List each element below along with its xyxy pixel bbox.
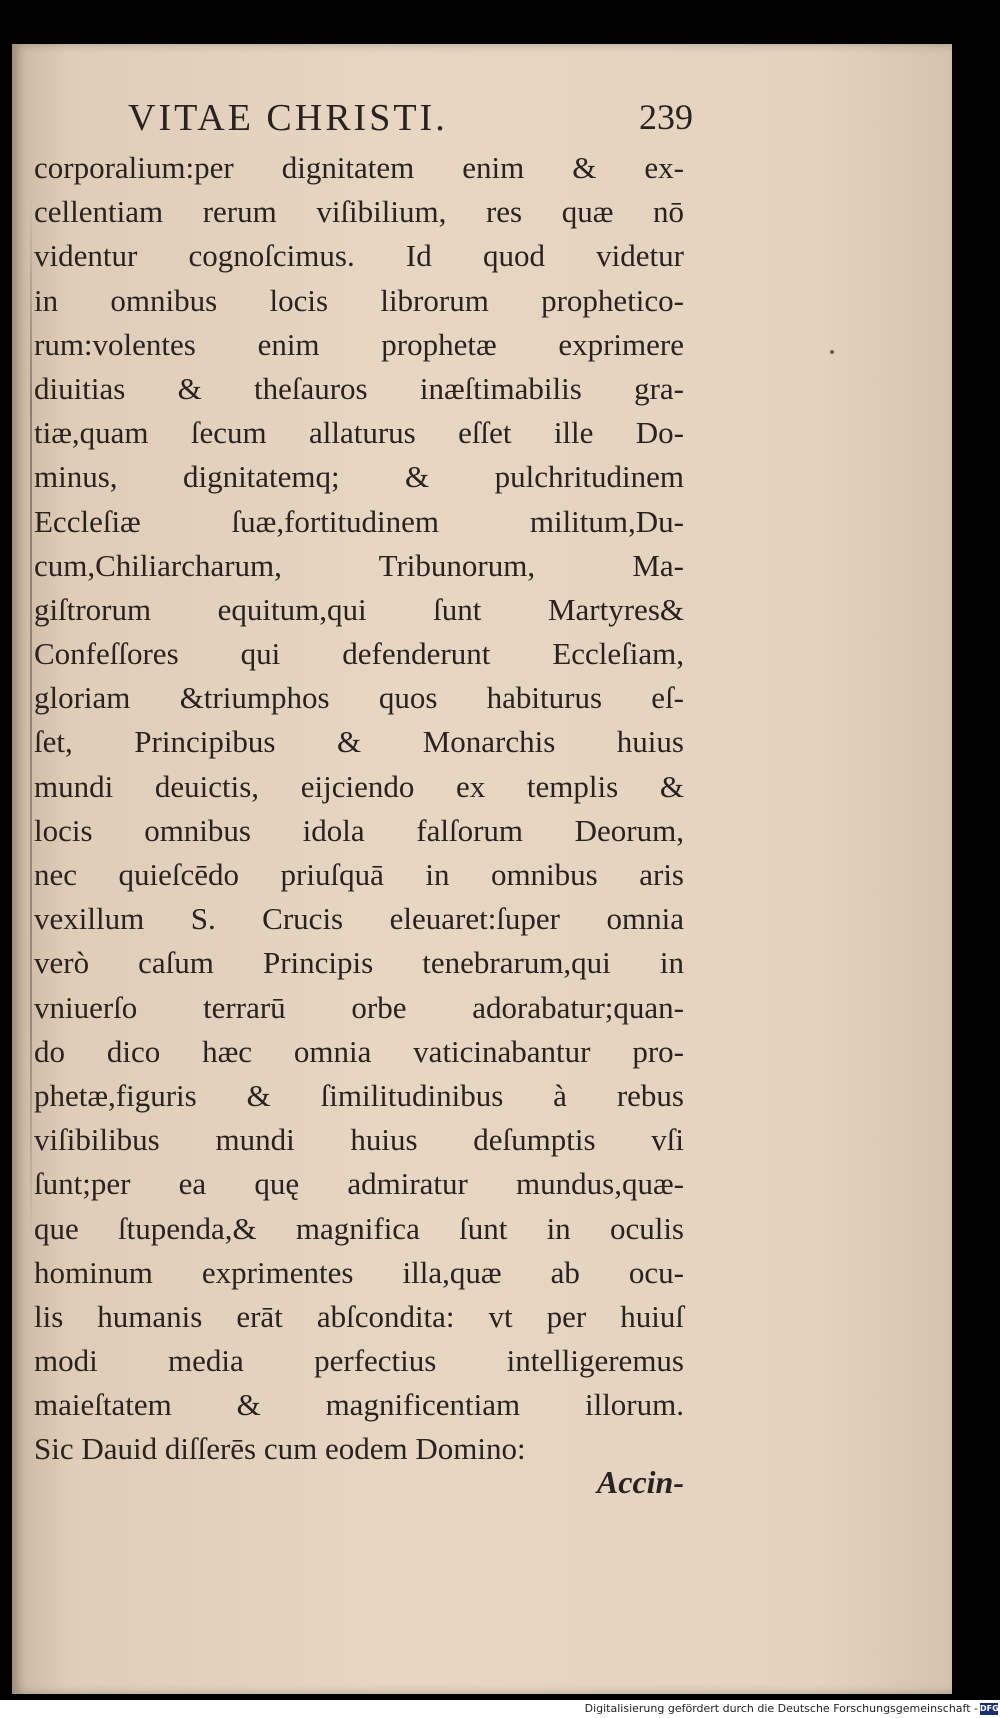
text-line: lis humanis erāt abſcondita: vt per huiuſ — [34, 1298, 684, 1334]
paper-fleck — [830, 350, 834, 354]
text-line: Sic Dauid diſſerēs cum eodem Domino: — [34, 1431, 526, 1467]
body-text — [34, 146, 684, 1472]
text-line: do dico hæc omnia vaticinabantur pro- — [34, 1033, 684, 1069]
page-number: 239 — [639, 97, 693, 137]
text-line: viſibilibus mundi huius deſumptis vſi — [34, 1122, 684, 1158]
text-line: giſtrorum equitum,qui ſunt Martyres& — [34, 591, 684, 627]
text-line: rum:volentes enim prophetæ exprimere — [34, 326, 684, 362]
text-line: vexillum S. Crucis eleuaret:ſuper omnia — [34, 901, 684, 937]
text-line: vniuerſo terrarū orbe adorabatur;quan- — [34, 989, 684, 1025]
funding-credit: Digitalisierung gefördert durch die Deutsche Forschungsgemeinschaft - — [584, 1702, 978, 1715]
text-line: corporalium:per dignitatem enim & ex- — [34, 150, 684, 185]
text-line: verò caſum Principis tenebrarum,qui in — [34, 945, 684, 981]
text-line: ſet, Principibus & Monarchis huius — [34, 724, 684, 760]
text-line: in omnibus locis librorum prophetico- — [34, 282, 684, 318]
gutter-shadow — [30, 194, 32, 1244]
text-line: modi media perfectius intelligeremus — [34, 1343, 684, 1379]
catchword: Accin- — [596, 1464, 684, 1500]
text-line: minus, dignitatemq; & pulchritudinem — [34, 459, 684, 495]
text-line: nec quieſcēdo priuſquā in omnibus aris — [34, 857, 684, 892]
text-line: diuitias & theſauros inæſtimabilis gra- — [34, 370, 684, 406]
text-line: ſunt;per ea quę admiratur mundus,quæ- — [34, 1166, 684, 1202]
text-line: phetæ,figuris & ſimilitudinibus à rebus — [34, 1077, 684, 1113]
dfg-logo: DFG — [980, 1704, 999, 1713]
page-header — [128, 96, 693, 140]
text-line: maieſtatem & magnificentiam illorum. — [34, 1387, 684, 1423]
text-line: Confeſſores qui defenderunt Eccleſiam, — [34, 636, 684, 672]
text-line: gloriam &triumphos quos habiturus eſ- — [34, 680, 684, 716]
text-line: Eccleſiæ ſuæ,fortitudinem militum,Du- — [34, 503, 684, 539]
text-line: mundi deuictis, eijciendo ex templis & — [34, 768, 684, 804]
text-line: locis omnibus idola falſorum Deorum, — [34, 812, 684, 848]
scan-top-border — [0, 0, 1000, 44]
running-head: VITAE CHRISTI. — [128, 97, 448, 139]
digitization-footer — [0, 1700, 1000, 1718]
text-line: tiæ,quam ſecum allaturus eſſet ille Do- — [34, 415, 684, 451]
text-line: cum,Chiliarcharum, Tribunorum, Ma- — [34, 547, 684, 583]
text-line: que ſtupenda,& magnifica ſunt in oculis — [34, 1210, 684, 1246]
text-line: hominum exprimentes illa,quæ ab ocu- — [34, 1254, 684, 1290]
text-line: videntur cognoſcimus. Id quod videtur — [34, 238, 684, 274]
text-line: cellentiam rerum viſibilium, res quæ nō — [34, 194, 684, 230]
